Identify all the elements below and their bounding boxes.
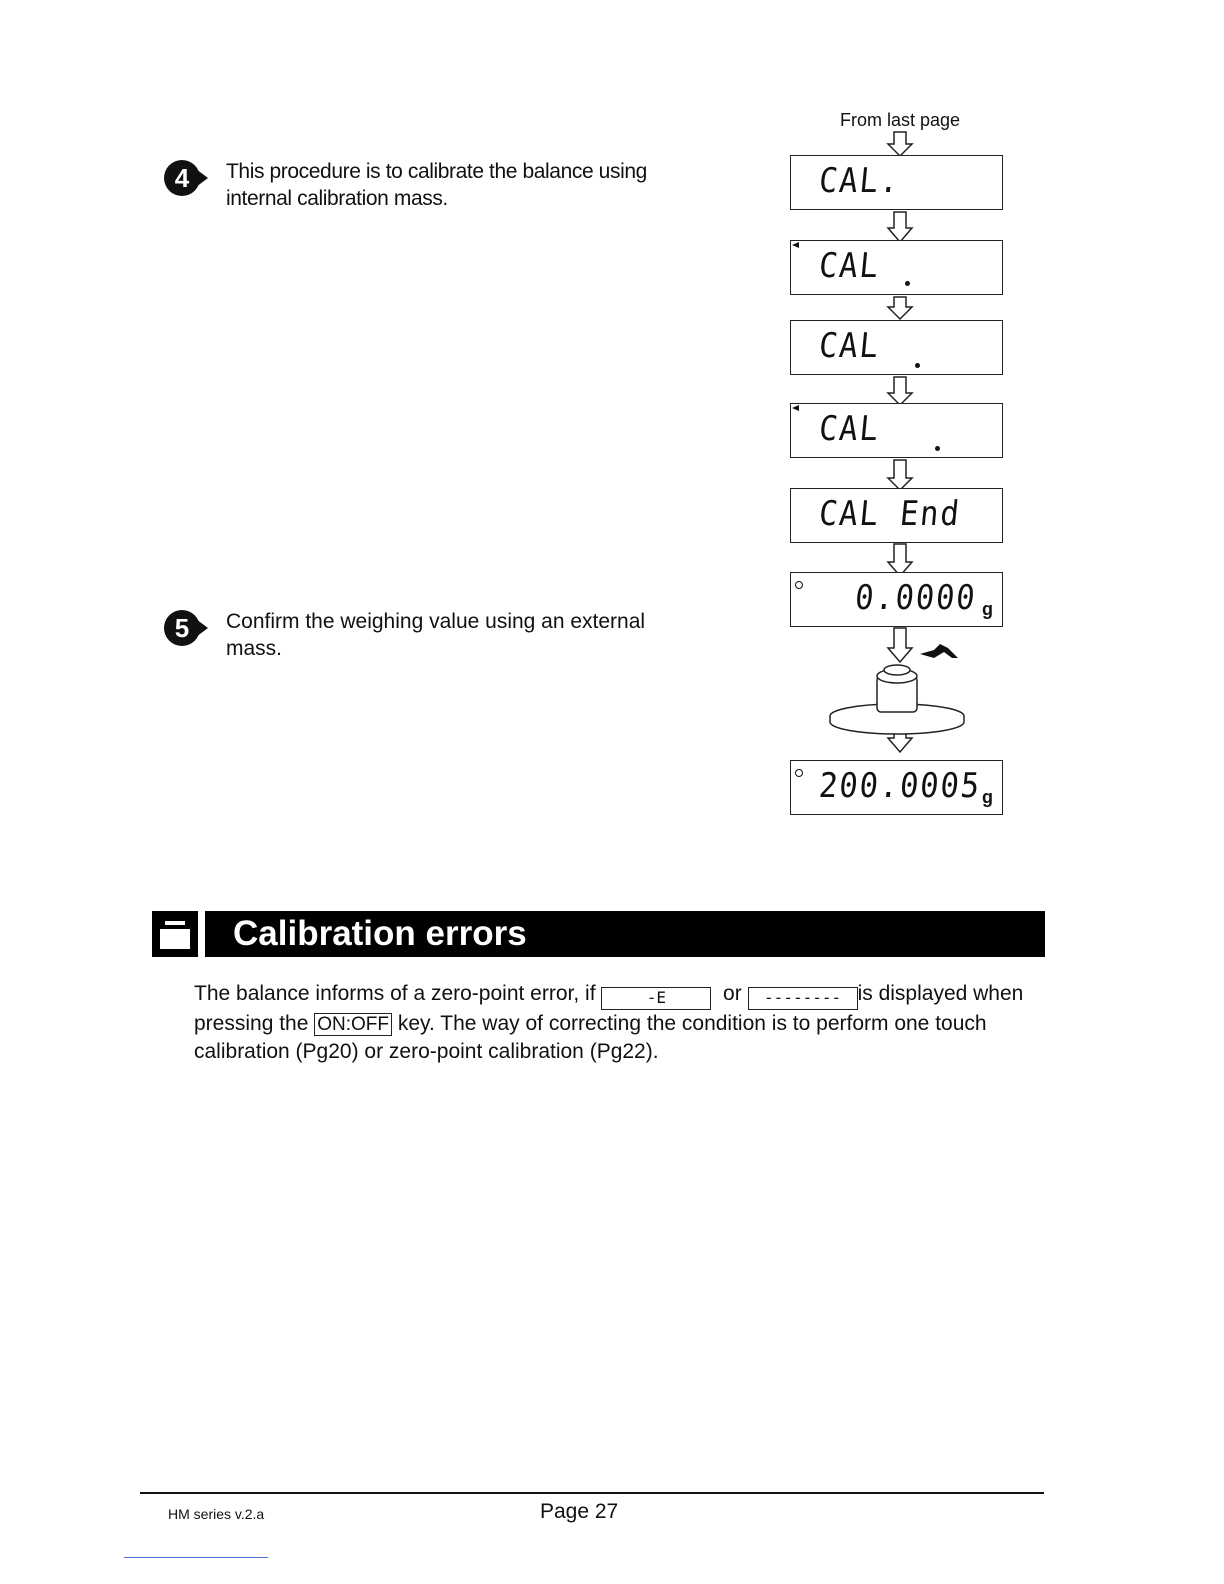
step-4-text: This procedure is to calibrate the balance using internal calibration mass. (226, 160, 647, 210)
down-arrow-icon (888, 628, 912, 662)
footer-series: HM series v.2.a (168, 1506, 265, 1522)
weight-section-icon (152, 911, 198, 957)
down-arrow-icon (888, 377, 912, 405)
down-arrow-icon (888, 132, 912, 156)
display-weight: 200.0005 g (790, 760, 1003, 815)
triangle-indicator-icon (792, 405, 799, 411)
down-arrow-icon (888, 297, 912, 319)
footer-rule (140, 1492, 1044, 1494)
stability-indicator-icon (795, 769, 803, 777)
flow-arrows (780, 128, 1020, 828)
display-cal-1: CAL. (790, 155, 1003, 210)
down-arrow-icon (888, 212, 912, 242)
display-cal-3: CAL (790, 320, 1003, 375)
step-5-text: Confirm the weighing value using an external mass. (226, 610, 646, 660)
display-error-box-1: -E (601, 987, 711, 1010)
calibration-errors-paragraph: The balance informs of a zero-point error, if -E or -------- is displayed when pressing the ON:OFF key. The way of correcting the condition is to perform one touch calibration (Pg20) or zero-point calibration (Pg22). (194, 982, 1024, 1063)
display-cal-2: CAL (790, 240, 1003, 295)
page-number: Page 27 (540, 1500, 619, 1523)
display-error-box-2: -------- (748, 987, 858, 1010)
section-title: Calibration errors (233, 914, 527, 953)
section-header (205, 911, 1045, 957)
triangle-indicator-icon (792, 242, 799, 248)
display-zero: 0.0000 g (790, 572, 1003, 627)
step-5-badge: 5 (164, 610, 200, 646)
from-last-page-label: From last page (840, 110, 961, 130)
down-arrow-icon (888, 460, 912, 490)
step-4-badge: 4 (164, 160, 200, 196)
display-cal-end: CAL End (790, 488, 1003, 543)
weight-on-pan-icon (830, 665, 964, 734)
on-off-key: ON:OFF (314, 1013, 392, 1036)
stability-indicator-icon (795, 581, 803, 589)
hand-icon (920, 644, 958, 658)
footer-blue-line (124, 1557, 268, 1558)
display-cal-4: CAL (790, 403, 1003, 458)
